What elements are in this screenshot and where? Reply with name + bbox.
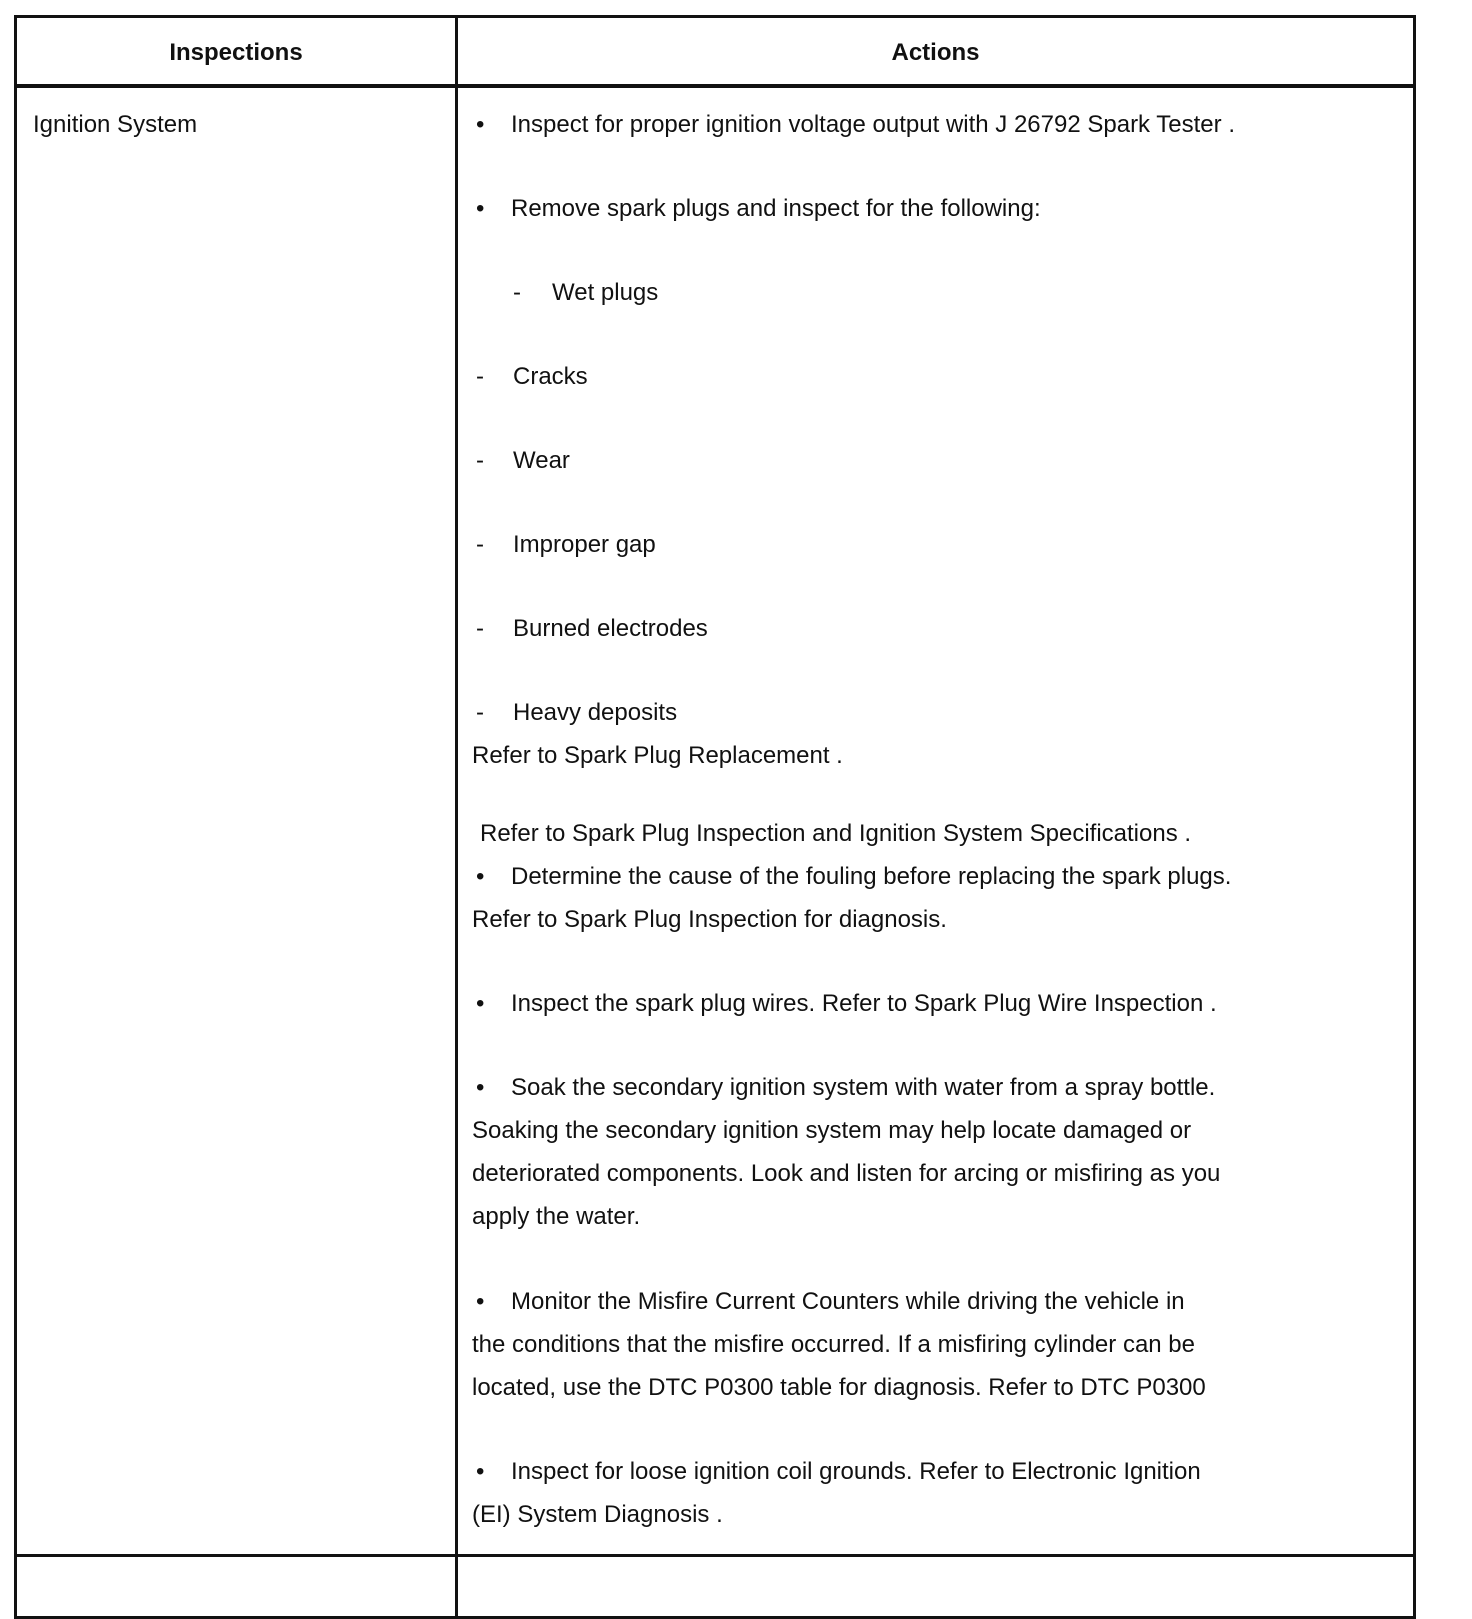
header-rule	[17, 84, 1413, 88]
row-bottom-rule	[17, 1554, 1413, 1557]
dash-marker: -	[476, 615, 484, 642]
action-monitor-cont: the conditions that the misfire occurred. If a misfiring cylinder can be	[472, 1331, 1195, 1358]
dash-marker: -	[513, 279, 521, 306]
dash-marker: -	[476, 447, 484, 474]
action-improper-gap: Improper gap	[513, 531, 656, 558]
bullet-marker: •	[476, 990, 485, 1017]
bullet-marker: •	[476, 111, 485, 138]
bullet-marker: •	[476, 863, 485, 890]
header-actions: Actions	[891, 39, 980, 66]
action-fouling: Determine the cause of the fouling before replacing the spark plugs.	[511, 863, 1232, 890]
action-coil: Inspect for loose ignition coil grounds. Refer to Electronic Ignition	[511, 1458, 1201, 1485]
dash-marker: -	[476, 699, 484, 726]
bullet-marker: •	[476, 195, 485, 222]
action-wet-plugs: Wet plugs	[552, 279, 659, 306]
action-wires: Inspect the spark plug wires. Refer to Spark Plug Wire Inspection .	[511, 990, 1217, 1017]
action-refer-specifications: Refer to Spark Plug Inspection and Ignition System Specifications .	[480, 820, 1192, 847]
bullet-marker: •	[476, 1074, 485, 1101]
dash-marker: -	[476, 531, 484, 558]
header-inspections: Inspections	[169, 39, 303, 66]
action-fouling-cont: Refer to Spark Plug Inspection for diagnosis.	[472, 906, 947, 933]
inspection-ignition-system: Ignition System	[33, 111, 198, 138]
dash-marker: -	[476, 363, 484, 390]
action-burned-electrodes: Burned electrodes	[513, 615, 708, 642]
action-voltage-output: Inspect for proper ignition voltage output with J 26792 Spark Tester .	[511, 111, 1235, 138]
bullet-marker: •	[476, 1458, 485, 1485]
bullet-marker: •	[476, 1288, 485, 1315]
action-remove-plugs: Remove spark plugs and inspect for the following:	[511, 195, 1041, 222]
action-heavy-deposits: Heavy deposits	[513, 699, 678, 726]
action-soak-cont: apply the water.	[472, 1203, 641, 1230]
action-soak-cont: Soaking the secondary ignition system may help locate damaged or	[472, 1117, 1192, 1144]
inspection-table	[14, 15, 1416, 1619]
action-monitor: Monitor the Misfire Current Counters while driving the vehicle in	[511, 1288, 1185, 1315]
action-monitor-cont: located, use the DTC P0300 table for diagnosis. Refer to DTC P0300	[472, 1374, 1206, 1401]
action-cracks: Cracks	[513, 363, 588, 390]
action-coil-cont: (EI) System Diagnosis .	[472, 1501, 723, 1528]
column-divider	[455, 18, 458, 1616]
action-wear: Wear	[513, 447, 570, 474]
action-soak: Soak the secondary ignition system with water from a spray bottle.	[511, 1074, 1216, 1101]
action-refer-replacement: Refer to Spark Plug Replacement .	[472, 742, 843, 769]
action-soak-cont: deteriorated components. Look and listen for arcing or misfiring as you	[472, 1160, 1221, 1187]
